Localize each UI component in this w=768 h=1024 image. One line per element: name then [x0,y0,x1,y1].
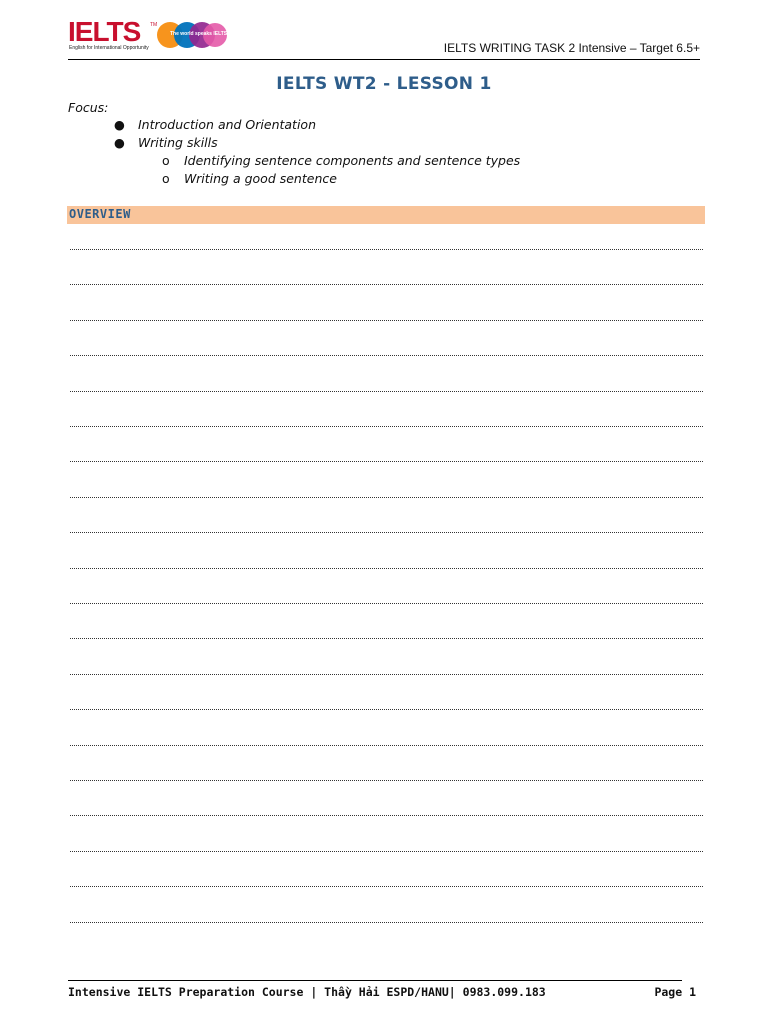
footer-course-info: Intensive IELTS Preparation Course | Thầy Hải ESPD/HANU| 0983.099.183 [68,985,546,999]
logo-slogan: The world speaks IELTS [170,31,228,37]
logo-wordmark: IELTS [68,16,141,47]
writing-line [70,638,703,639]
bullet-marker: ● [114,135,125,150]
bullet-text: Identifying sentence components and sentence types [184,153,521,168]
writing-line [70,497,703,498]
logo-tagline: English for International Opportunity [69,45,149,51]
bullet-text: Writing a good sentence [184,171,337,186]
writing-line [70,461,703,462]
writing-line [70,886,703,887]
bullet-text: Writing skills [138,135,218,150]
subbullet-marker: o [162,171,170,186]
focus-subbullet-good-sentence [162,171,337,186]
logo-trademark: TM [150,22,158,28]
writing-line [70,391,703,392]
writing-line [70,709,703,710]
writing-line [70,815,703,816]
writing-line [70,674,703,675]
writing-line [70,320,703,321]
focus-bullet-writing-skills [114,135,218,150]
overview-heading: OVERVIEW [69,207,131,221]
writing-line [70,249,703,250]
focus-bullet-introduction [114,117,317,132]
writing-line [70,284,703,285]
bullet-text: Introduction and Orientation [138,117,317,132]
page-title: IELTS WT2 - LESSON 1 [276,74,492,94]
subbullet-marker: o [162,153,170,168]
focus-subbullet-sentence-components [162,153,521,168]
overview-section-header [67,206,705,224]
writing-line [70,851,703,852]
running-header: IELTS WRITING TASK 2 Intensive – Target 6.5+ [443,41,700,55]
writing-line [70,780,703,781]
writing-line [70,745,703,746]
writing-line [70,568,703,569]
writing-line [70,603,703,604]
writing-line [70,355,703,356]
bullet-marker: ● [114,117,125,132]
ielts-logo [68,18,228,52]
focus-label: Focus: [68,100,109,115]
writing-line [70,922,703,923]
page-number: Page 1 [654,985,696,999]
footer-divider [68,980,682,981]
writing-line [70,532,703,533]
writing-line [70,426,703,427]
header-divider [68,59,700,60]
